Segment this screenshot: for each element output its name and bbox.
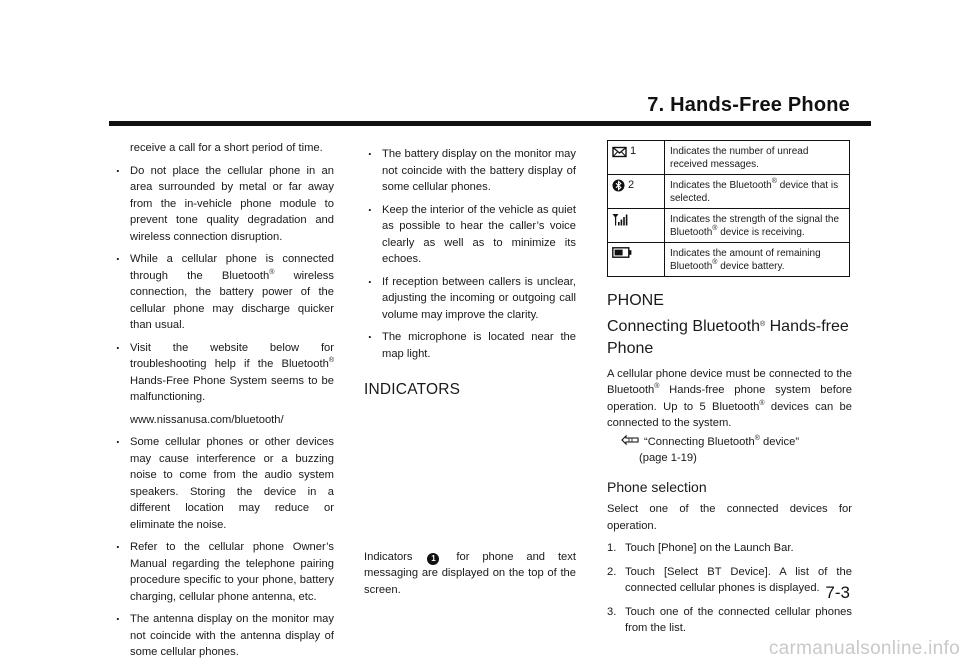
table-cell: Indicates the amount of remaining Bluetooth® device battery. [665,243,850,277]
table-row [608,175,850,209]
bullet-list-1 [112,163,334,661]
step-number: 1. [607,542,617,554]
website-url[interactable]: www.nissanusa.com/bluetooth/ [130,413,284,426]
envelope-icon [612,146,627,158]
indicators-heading: INDICATORS [364,381,461,398]
cross-reference[interactable] [621,434,852,451]
indicators-paragraph [364,549,576,599]
chapter-title: 7. Hands-Free Phone [647,94,850,116]
indicator-table [607,140,850,277]
step-text: Touch [Phone] on the Launch Bar. [625,542,794,554]
step-text: Touch [Select BT Device]. A list of the connected cellular phones is displayed. [625,565,852,594]
steps-list [607,540,852,637]
page-number: 7-3 [825,583,850,602]
column-2 [364,140,576,598]
bullet-list-2 [364,146,576,362]
column-1 [112,140,334,667]
table-icon-cell [608,209,665,243]
reference-text: “Connecting Bluetooth® device” [644,434,800,448]
list-item: . Some cellular phones or other devices may cause interference or a buzzing noise to come from the audio system speakers. Storing the device in a different location may reduce or eliminate the noise. [112,434,334,533]
list-item [607,540,852,557]
icon-suffix: 1 [630,145,637,157]
callout-number-icon: 1 [427,553,439,565]
list-item [607,564,852,597]
column-3 [607,140,852,644]
continuation-text: receive a call for a short period of time. [130,142,323,154]
phone-selection-heading: Phone selection [607,478,707,495]
connecting-heading: Connecting Bluetooth® Hands-free Phone [607,317,849,357]
step-text: Touch one of the connected cellular phones from the list. [625,605,852,634]
list-item [607,604,852,637]
table-cell: Indicates the strength of the signal the Bluetooth® device is receiving. [665,209,850,243]
table-cell: Indicates the Bluetooth® device that is selected. [665,175,850,209]
step-number: 3. [607,605,617,618]
reference-page[interactable]: (page 1-19) [639,452,697,464]
table-cell: Indicates the number of unread received messages. [665,141,850,175]
selection-paragraph: Select one of the connected devices for operation. [607,503,852,532]
phone-heading: PHONE [607,292,664,309]
table-icon-cell [608,175,665,209]
list-item: . Keep the interior of the vehicle as quiet as possible to hear the caller’s voice clearly as well as to minimize its echoes. [364,202,576,268]
list-item: . Do not place the cellular phone in an area surrounded by metal or far away from the in-vehicle phone module to prevent tone quality degradation and wireless connection disruption. [112,163,334,246]
header-rule [109,121,871,126]
list-item [112,340,334,429]
list-item: . The microphone is located near the map light. [364,329,576,362]
signal-strength-icon [612,213,628,226]
list-item: . Refer to the cellular phone Owner’s Manual regarding the telephone pairing procedure specific to your phone, battery charging, cellular phone antenna, etc. [112,539,334,605]
bullet-text: Visit the website below for troubleshooting help if the Bluetooth® Hands-Free Phone System seems to be malfunctioning. [130,341,334,403]
table-icon-cell [608,141,665,175]
reference-pointer-icon [621,434,641,446]
table-row [608,209,850,243]
list-item: . While a cellular phone is connected through the Bluetooth® wireless connection, the battery power of the cellular phone may discharge quicker than usual. [112,251,334,334]
table-row [608,243,850,277]
connecting-paragraph: A cellular phone device must be connected to the Bluetooth® Hands-free phone system before operation. Up to 5 Bluetooth® devices can be connected to the system. [607,367,852,429]
list-item: . If reception between callers is unclear, adjusting the incoming or outgoing call volume may improve the clarity. [364,274,576,324]
indicators-text-post: for phone and text messaging are displayed on the top of the screen. [364,550,576,596]
watermark-text: carmanualsonline.info [768,638,960,659]
step-number: 2. [607,565,617,578]
icon-suffix: 2 [628,179,635,191]
table-icon-cell [608,243,665,277]
bluetooth-device-icon [612,179,625,192]
list-item: . The battery display on the monitor may not coincide with the battery display of some cellular phones. [364,146,576,196]
list-item: . The antenna display on the monitor may not coincide with the antenna display of some cellular phones. [112,611,334,661]
table-row [608,141,850,175]
figure-placeholder [364,399,576,549]
indicators-text-pre: Indicators [364,550,413,563]
battery-icon [612,247,632,258]
